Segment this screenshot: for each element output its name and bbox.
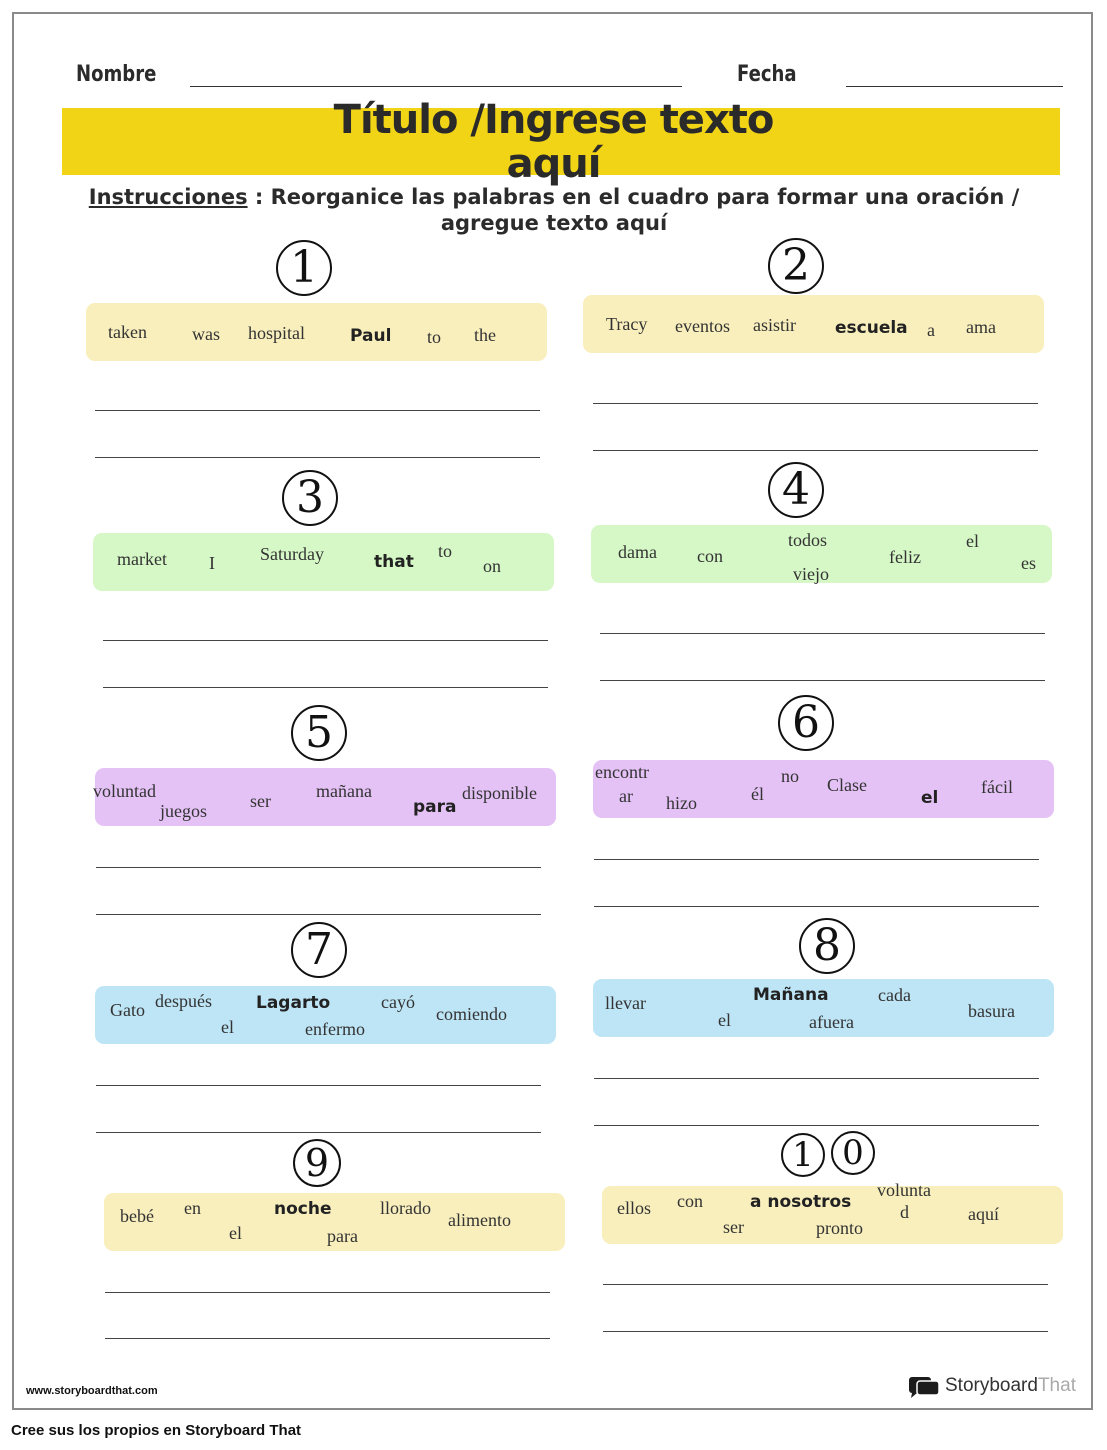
word[interactable]: llorado <box>380 1198 431 1218</box>
word[interactable]: market <box>117 549 167 569</box>
exercise-number-1: 1 <box>276 240 332 296</box>
word[interactable]: ser <box>250 791 271 811</box>
word[interactable]: él <box>751 784 764 804</box>
answer-line[interactable] <box>95 457 540 458</box>
answer-line[interactable] <box>594 1125 1039 1126</box>
word[interactable]: Clase <box>827 775 867 795</box>
word[interactable]: no <box>781 766 799 786</box>
word[interactable]: para <box>413 797 457 817</box>
word[interactable]: that <box>374 552 414 572</box>
name-line[interactable] <box>190 86 682 87</box>
word[interactable]: para <box>327 1226 358 1246</box>
word[interactable]: viejo <box>793 564 829 584</box>
word[interactable]: to <box>427 327 442 347</box>
answer-line[interactable] <box>95 410 540 411</box>
word[interactable]: ellos <box>617 1198 651 1218</box>
title-line-1: Título /Ingrese texto <box>333 97 774 143</box>
word[interactable]: d <box>900 1202 909 1222</box>
word[interactable]: con <box>697 546 723 566</box>
brand-name <box>945 1374 1076 1398</box>
answer-line[interactable] <box>603 1284 1048 1285</box>
exercise-number-6: 6 <box>778 695 834 751</box>
answer-line[interactable] <box>103 687 548 688</box>
page-title[interactable] <box>0 98 1107 186</box>
exercise-number-3: 3 <box>282 470 338 526</box>
word[interactable]: Tracy <box>606 314 648 334</box>
instructions[interactable] <box>64 184 1044 236</box>
word[interactable]: taken <box>108 322 147 342</box>
answer-line[interactable] <box>594 1078 1039 1079</box>
exercise-number-2: 2 <box>768 238 824 294</box>
word[interactable]: el <box>718 1010 731 1030</box>
exercise-number-9: 9 <box>293 1139 341 1187</box>
title-line-2: aquí <box>506 141 601 187</box>
word[interactable]: was <box>192 324 220 344</box>
word[interactable]: a <box>927 320 935 340</box>
answer-line[interactable] <box>600 633 1045 634</box>
answer-line[interactable] <box>96 1085 541 1086</box>
word[interactable]: ama <box>966 317 996 337</box>
word[interactable]: en <box>184 1198 201 1218</box>
word[interactable]: basura <box>968 1001 1015 1021</box>
word[interactable]: Lagarto <box>256 993 331 1013</box>
date-line[interactable] <box>846 86 1063 87</box>
word[interactable]: bebé <box>120 1206 154 1226</box>
word[interactable]: cayó <box>381 992 415 1012</box>
date-label: Fecha <box>737 62 797 87</box>
brand-light: That <box>1037 1375 1076 1396</box>
word[interactable]: cada <box>878 985 911 1005</box>
exercise-number-10-digit-2: 0 <box>831 1131 875 1175</box>
exercise-number-10 <box>0 0 1 1</box>
answer-line[interactable] <box>593 450 1038 451</box>
create-own-link[interactable]: Cree sus los propios en Storyboard That <box>11 1422 302 1439</box>
word[interactable]: to <box>438 541 453 561</box>
answer-line[interactable] <box>603 1331 1048 1332</box>
word[interactable]: es <box>1021 553 1036 573</box>
word[interactable]: el <box>229 1223 242 1243</box>
word[interactable]: aquí <box>968 1204 999 1224</box>
word[interactable]: enfermo <box>305 1019 365 1039</box>
word[interactable]: voluntad <box>93 781 156 801</box>
word[interactable]: fácil <box>981 777 1013 797</box>
speech-bubble-icon <box>908 1376 940 1398</box>
exercise-number-7: 7 <box>291 922 347 978</box>
word[interactable]: el <box>221 1017 234 1037</box>
word[interactable]: the <box>474 325 496 345</box>
word[interactable]: volunta <box>877 1180 931 1200</box>
word[interactable]: Gato <box>110 1000 145 1020</box>
word[interactable]: on <box>483 556 501 576</box>
word[interactable]: el <box>966 531 979 551</box>
word[interactable]: noche <box>274 1199 332 1219</box>
word[interactable]: alimento <box>448 1210 511 1230</box>
word[interactable]: feliz <box>889 547 921 567</box>
brand-main: Storyboard <box>945 1375 1038 1396</box>
word[interactable]: asistir <box>753 315 796 335</box>
answer-line[interactable] <box>594 859 1039 860</box>
word[interactable]: dama <box>618 542 657 562</box>
word[interactable]: Saturday <box>260 544 324 564</box>
word[interactable]: Mañana <box>753 985 829 1005</box>
answer-line[interactable] <box>593 403 1038 404</box>
word[interactable]: afuera <box>809 1012 854 1032</box>
word[interactable]: juegos <box>160 801 207 821</box>
website-url[interactable]: www.storyboardthat.com <box>26 1385 158 1397</box>
exercise-number-10-digit-1: 1 <box>781 1133 825 1177</box>
word[interactable]: disponible <box>462 783 537 803</box>
word[interactable]: hizo <box>666 793 697 813</box>
word[interactable]: ser <box>723 1217 744 1237</box>
word[interactable]: a nosotros <box>750 1192 852 1212</box>
word[interactable]: el <box>921 788 939 808</box>
word[interactable]: eventos <box>675 316 730 336</box>
answer-line[interactable] <box>105 1292 550 1293</box>
word[interactable]: después <box>155 991 212 1011</box>
word[interactable]: ar <box>619 786 633 806</box>
exercise-number-4: 4 <box>768 462 824 518</box>
answer-line[interactable] <box>594 906 1039 907</box>
answer-line[interactable] <box>96 1132 541 1133</box>
answer-line[interactable] <box>96 914 541 915</box>
answer-line[interactable] <box>96 867 541 868</box>
word[interactable]: mañana <box>316 781 372 801</box>
instructions-text: : Reorganice las palabras en el cuadro para formar una oración / agregue texto aquí <box>254 185 1020 235</box>
answer-line[interactable] <box>600 680 1045 681</box>
instructions-label: Instrucciones <box>88 185 248 209</box>
word[interactable]: escuela <box>835 318 908 338</box>
word[interactable]: hospital <box>248 323 305 343</box>
word[interactable]: I <box>209 553 215 573</box>
name-label: Nombre <box>76 62 157 87</box>
word[interactable]: llevar <box>605 993 646 1013</box>
word[interactable]: Paul <box>350 326 392 346</box>
word[interactable]: comiendo <box>436 1004 507 1024</box>
answer-line[interactable] <box>103 640 548 641</box>
exercise-number-8: 8 <box>799 918 855 974</box>
word[interactable]: pronto <box>816 1218 863 1238</box>
word[interactable]: con <box>677 1191 703 1211</box>
answer-line[interactable] <box>105 1338 550 1339</box>
word[interactable]: todos <box>788 530 828 550</box>
exercise-number-5: 5 <box>291 705 347 761</box>
word[interactable]: encontr <box>595 762 649 782</box>
